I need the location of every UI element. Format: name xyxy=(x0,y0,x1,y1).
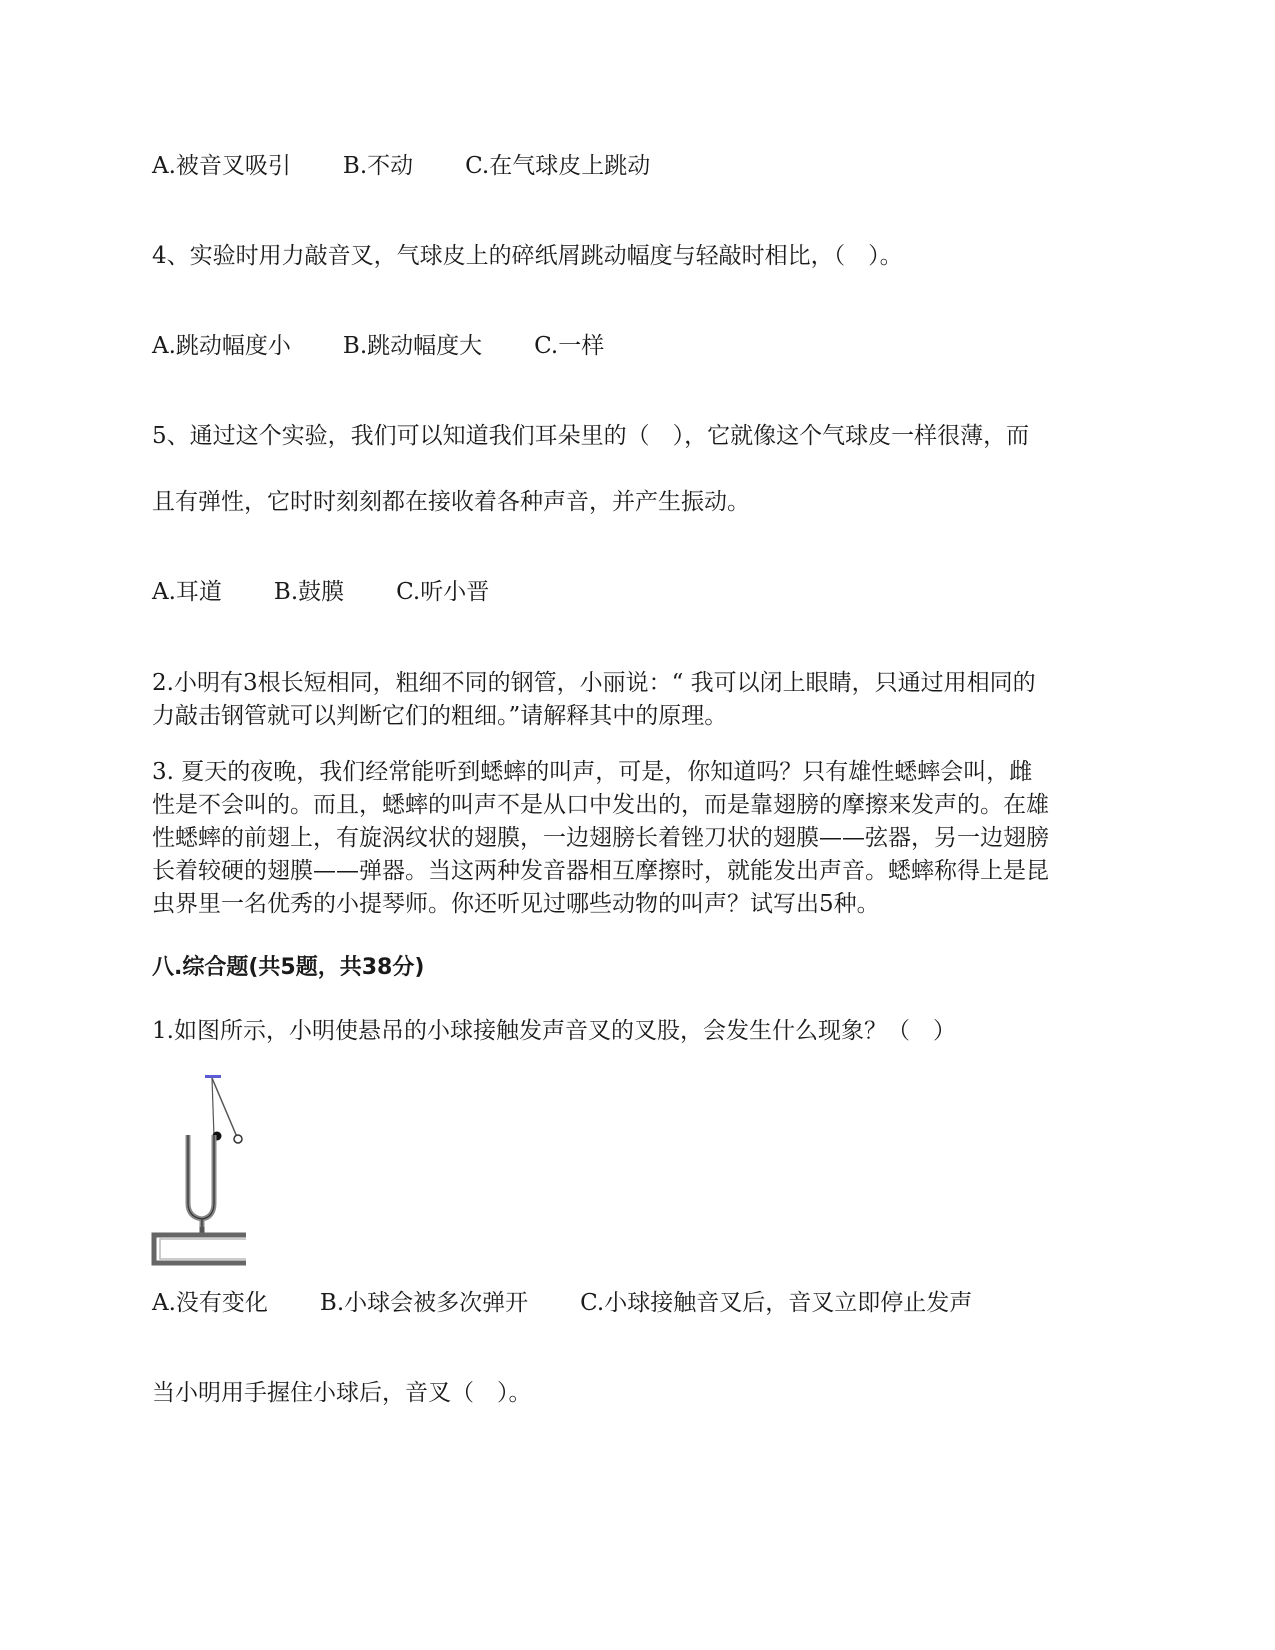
tuning-fork-figure xyxy=(150,1075,260,1275)
q4-text: 4、实验时用力敲音叉，气球皮上的碎纸屑跳动幅度与轻敲时相比，（ ）。 xyxy=(152,243,903,269)
option-b: B.跳动幅度大 xyxy=(342,333,483,359)
section-heading: 八.综合题(共5题，共38分) xyxy=(152,955,425,980)
option-c: C.在气球皮上跳动 xyxy=(465,153,651,179)
s8-q1-options xyxy=(152,1287,972,1320)
q5-line-1: 5、通过这个实验，我们可以知道我们耳朵里的（ ），它就像这个气球皮一样很薄，而 xyxy=(152,423,1030,449)
option-a: A.跳动幅度小 xyxy=(152,333,291,359)
option-c: C.一样 xyxy=(534,333,605,359)
p3-line-5: 虫界里一名优秀的小提琴师。你还听见过哪些动物的叫声？试写出5种。 xyxy=(152,891,880,917)
suspension-bar xyxy=(205,1075,221,1078)
option-a: A.被音叉吸引 xyxy=(152,153,291,179)
s8-q1-text: 1.如图所示，小明使悬吊的小球接触发声音叉的叉股，会发生什么现象？（ ） xyxy=(152,1018,956,1044)
q4-options xyxy=(152,330,604,363)
option-c: C.小球接触音叉后，音叉立即停止发声 xyxy=(580,1290,973,1316)
option-b: B.不动 xyxy=(342,153,414,179)
p3-line-4: 长着较硬的翅膜——弹器。当这两种发音器相互摩擦时，就能发出声音。蟋蟀称得上是昆 xyxy=(152,858,1049,884)
ball xyxy=(234,1135,242,1143)
p3-line-1: 3. 夏天的夜晚，我们经常能听到蟋蟀的叫声，可是，你知道吗？只有雄性蟋蟀会叫，雌 xyxy=(152,759,1033,785)
q5-options xyxy=(152,576,489,609)
option-a: A.没有变化 xyxy=(152,1290,268,1316)
q5-line-2: 且有弹性，它时时刻刻都在接收着各种声音，并产生振动。 xyxy=(152,489,750,515)
option-b: B.小球会被多次弹开 xyxy=(319,1290,529,1316)
p3-line-2: 性是不会叫的。而且，蟋蟀的叫声不是从口中发出的，而是靠翅膀的摩擦来发声的。在雄 xyxy=(152,792,1049,818)
option-b: B.鼓膜 xyxy=(273,579,345,605)
option-a: A.耳道 xyxy=(152,579,222,605)
p2-line-1: 2.小明有3根长短相同，粗细不同的钢管，小丽说：“ 我可以闭上眼睛，只通过用相同的 xyxy=(152,670,1036,696)
fork-right-prong xyxy=(202,1135,214,1219)
string-2 xyxy=(212,1078,214,1137)
string xyxy=(212,1078,237,1137)
fork-stand-inner xyxy=(160,1239,246,1259)
q3-options xyxy=(152,150,650,183)
option-c: C.听小晋 xyxy=(396,579,490,605)
p2-line-2: 力敲击钢管就可以判断它们的粗细。”请解释其中的原理。 xyxy=(152,703,728,729)
p3-line-3: 性蟋蟀的前翅上，有旋涡纹状的翅膜，一边翅膀长着锉刀状的翅膜——弦器，另一边翅膀 xyxy=(152,825,1049,851)
s8-q1-followup: 当小明用手握住小球后，音叉（ ）。 xyxy=(152,1380,532,1406)
